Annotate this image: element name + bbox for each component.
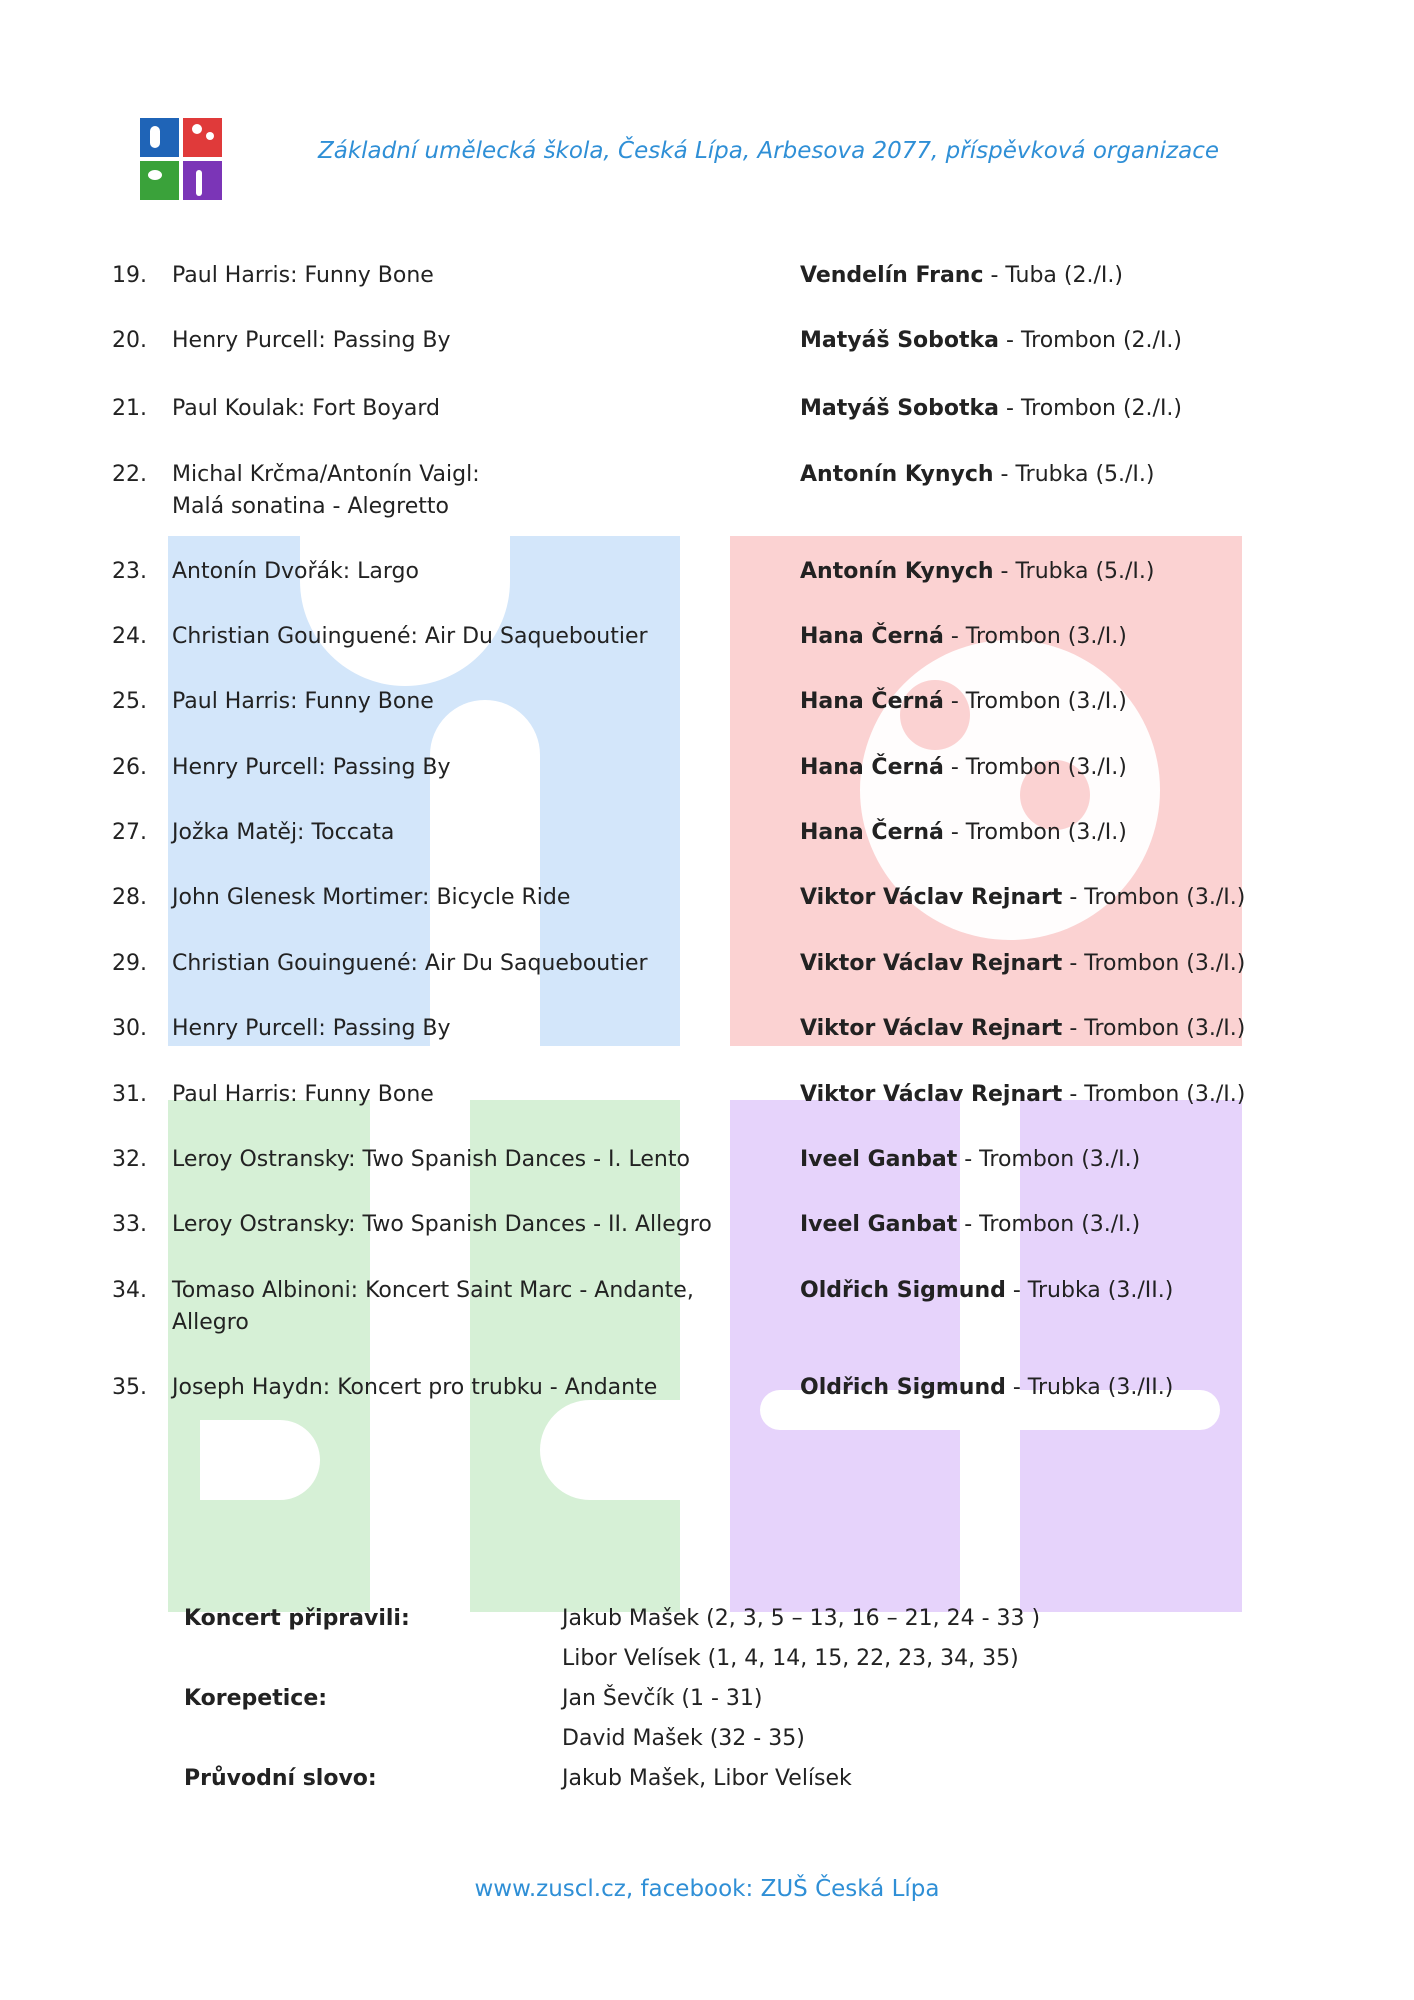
watermark-cutout <box>540 1400 680 1500</box>
performer-name: Viktor Václav Rejnart <box>800 1016 1063 1041</box>
program-performer <box>800 1275 1320 1307</box>
watermark-cutout <box>960 1100 1020 1612</box>
program-piece: Jožka Matěj: Toccata <box>172 820 395 845</box>
program-piece <box>172 1275 732 1339</box>
performer-name: Iveel Ganbat <box>800 1212 958 1237</box>
performer-instrument: - Tuba (2./I.) <box>983 263 1123 288</box>
program-piece-line: Malá sonatina - Alegretto <box>172 494 449 519</box>
performer-name: Hana Černá <box>800 624 944 649</box>
program-number: 21. <box>112 396 147 421</box>
credits-accompaniment-value: David Mašek (32 - 35) <box>562 1726 805 1751</box>
performer-name: Hana Černá <box>800 689 944 714</box>
program-number: 19. <box>112 263 147 288</box>
program-piece-line: Allegro <box>172 1310 249 1335</box>
credits-host-value: Jakub Mašek, Libor Velísek <box>562 1766 852 1791</box>
performer-instrument: - Trubka (3./II.) <box>1005 1278 1174 1303</box>
program-piece: Henry Purcell: Passing By <box>172 328 451 353</box>
program-piece: Christian Gouinguené: Air Du Saqueboutier <box>172 951 648 976</box>
program-performer <box>800 556 1320 588</box>
performer-instrument: - Trubka (5./I.) <box>993 462 1155 487</box>
program-number: 28. <box>112 885 147 910</box>
program-piece: Paul Koulak: Fort Boyard <box>172 396 440 421</box>
program-piece: Christian Gouinguené: Air Du Saqueboutier <box>172 624 648 649</box>
program-piece <box>172 459 732 523</box>
program-number: 20. <box>112 328 147 353</box>
performer-name: Antonín Kynych <box>800 559 994 584</box>
program-number: 30. <box>112 1016 147 1041</box>
program-number: 32. <box>112 1147 147 1172</box>
performer-instrument: - Trombon (2./I.) <box>999 396 1183 421</box>
program-piece: Henry Purcell: Passing By <box>172 755 451 780</box>
program-performer <box>800 1144 1320 1176</box>
program-number: 23. <box>112 559 147 584</box>
program-performer <box>800 1013 1320 1045</box>
performer-instrument: - Trombon (3./I.) <box>1062 1082 1246 1107</box>
credits-accompaniment-value: Jan Ševčík (1 - 31) <box>562 1686 763 1711</box>
program-number: 29. <box>112 951 147 976</box>
performer-name: Viktor Václav Rejnart <box>800 885 1063 910</box>
credits-prepared-label: Koncert připravili: <box>184 1606 410 1631</box>
program-performer <box>800 1209 1320 1241</box>
program-piece: Leroy Ostransky: Two Spanish Dances - II. Allegro <box>172 1212 712 1237</box>
program-performer <box>800 459 1320 491</box>
performer-instrument: - Trombon (3./I.) <box>943 689 1127 714</box>
performer-instrument: - Trombon (2./I.) <box>999 328 1183 353</box>
header-title: Základní umělecká škola, Česká Lípa, Arbesova 2077, příspěvková organizace <box>318 138 1220 164</box>
performer-name: Viktor Václav Rejnart <box>800 1082 1063 1107</box>
credits-prepared-value: Jakub Mašek (2, 3, 5 – 13, 16 – 21, 24 - 33 ) <box>562 1606 1041 1631</box>
program-piece: Paul Harris: Funny Bone <box>172 1082 434 1107</box>
program-performer <box>800 948 1320 980</box>
program-performer <box>800 621 1320 653</box>
performer-instrument: - Trombon (3./I.) <box>1062 951 1246 976</box>
program-number: 22. <box>112 462 147 487</box>
program-piece: Antonín Dvořák: Largo <box>172 559 419 584</box>
program-number: 35. <box>112 1375 147 1400</box>
performer-name: Viktor Václav Rejnart <box>800 951 1063 976</box>
performer-name: Iveel Ganbat <box>800 1147 958 1172</box>
performer-name: Matyáš Sobotka <box>800 328 1000 353</box>
program-performer <box>800 752 1320 784</box>
performer-name: Vendelín Franc <box>800 263 984 288</box>
watermark-cutout <box>200 1420 320 1500</box>
performer-instrument: - Trombon (3./I.) <box>957 1212 1141 1237</box>
footer-links[interactable]: www.zuscl.cz, facebook: ZUŠ Česká Lípa <box>474 1876 940 1902</box>
program-piece: Joseph Haydn: Koncert pro trubku - Andante <box>172 1375 658 1400</box>
program-number: 31. <box>112 1082 147 1107</box>
credits-accompaniment-label: Korepetice: <box>184 1686 328 1711</box>
program-piece-line: Tomaso Albinoni: Koncert Saint Marc - Andante, <box>172 1278 694 1303</box>
program-piece-line: Michal Krčma/Antonín Vaigl: <box>172 462 480 487</box>
performer-name: Oldřich Sigmund <box>800 1278 1006 1303</box>
program-number: 25. <box>112 689 147 714</box>
program-number: 24. <box>112 624 147 649</box>
performer-instrument: - Trombon (3./I.) <box>943 820 1127 845</box>
program-piece: John Glenesk Mortimer: Bicycle Ride <box>172 885 571 910</box>
program-piece: Paul Harris: Funny Bone <box>172 263 434 288</box>
program-piece: Paul Harris: Funny Bone <box>172 689 434 714</box>
performer-instrument: - Trubka (5./I.) <box>993 559 1155 584</box>
performer-name: Antonín Kynych <box>800 462 994 487</box>
school-logo <box>140 118 222 200</box>
performer-name: Oldřich Sigmund <box>800 1375 1006 1400</box>
program-performer <box>800 1079 1320 1111</box>
program-performer <box>800 686 1320 718</box>
credits-prepared-value: Libor Velísek (1, 4, 14, 15, 22, 23, 34, 35) <box>562 1646 1019 1671</box>
performer-instrument: - Trombon (3./I.) <box>943 755 1127 780</box>
program-piece: Henry Purcell: Passing By <box>172 1016 451 1041</box>
program-number: 27. <box>112 820 147 845</box>
program-number: 33. <box>112 1212 147 1237</box>
performer-instrument: - Trombon (3./I.) <box>1062 885 1246 910</box>
performer-instrument: - Trombon (3./I.) <box>943 624 1127 649</box>
performer-name: Matyáš Sobotka <box>800 396 1000 421</box>
credits-host-label: Průvodní slovo: <box>184 1766 377 1791</box>
performer-instrument: - Trubka (3./II.) <box>1005 1375 1174 1400</box>
performer-instrument: - Trombon (3./I.) <box>1062 1016 1246 1041</box>
program-number: 26. <box>112 755 147 780</box>
performer-instrument: - Trombon (3./I.) <box>957 1147 1141 1172</box>
program-performer <box>800 325 1320 357</box>
performer-name: Hana Černá <box>800 820 944 845</box>
performer-name: Hana Černá <box>800 755 944 780</box>
program-performer <box>800 1372 1320 1404</box>
program-number: 34. <box>112 1278 147 1303</box>
program-performer <box>800 393 1320 425</box>
program-piece: Leroy Ostransky: Two Spanish Dances - I. Lento <box>172 1147 690 1172</box>
program-performer <box>800 882 1320 914</box>
watermark-cutout <box>370 1100 470 1612</box>
program-performer <box>800 817 1320 849</box>
program-performer <box>800 260 1320 292</box>
